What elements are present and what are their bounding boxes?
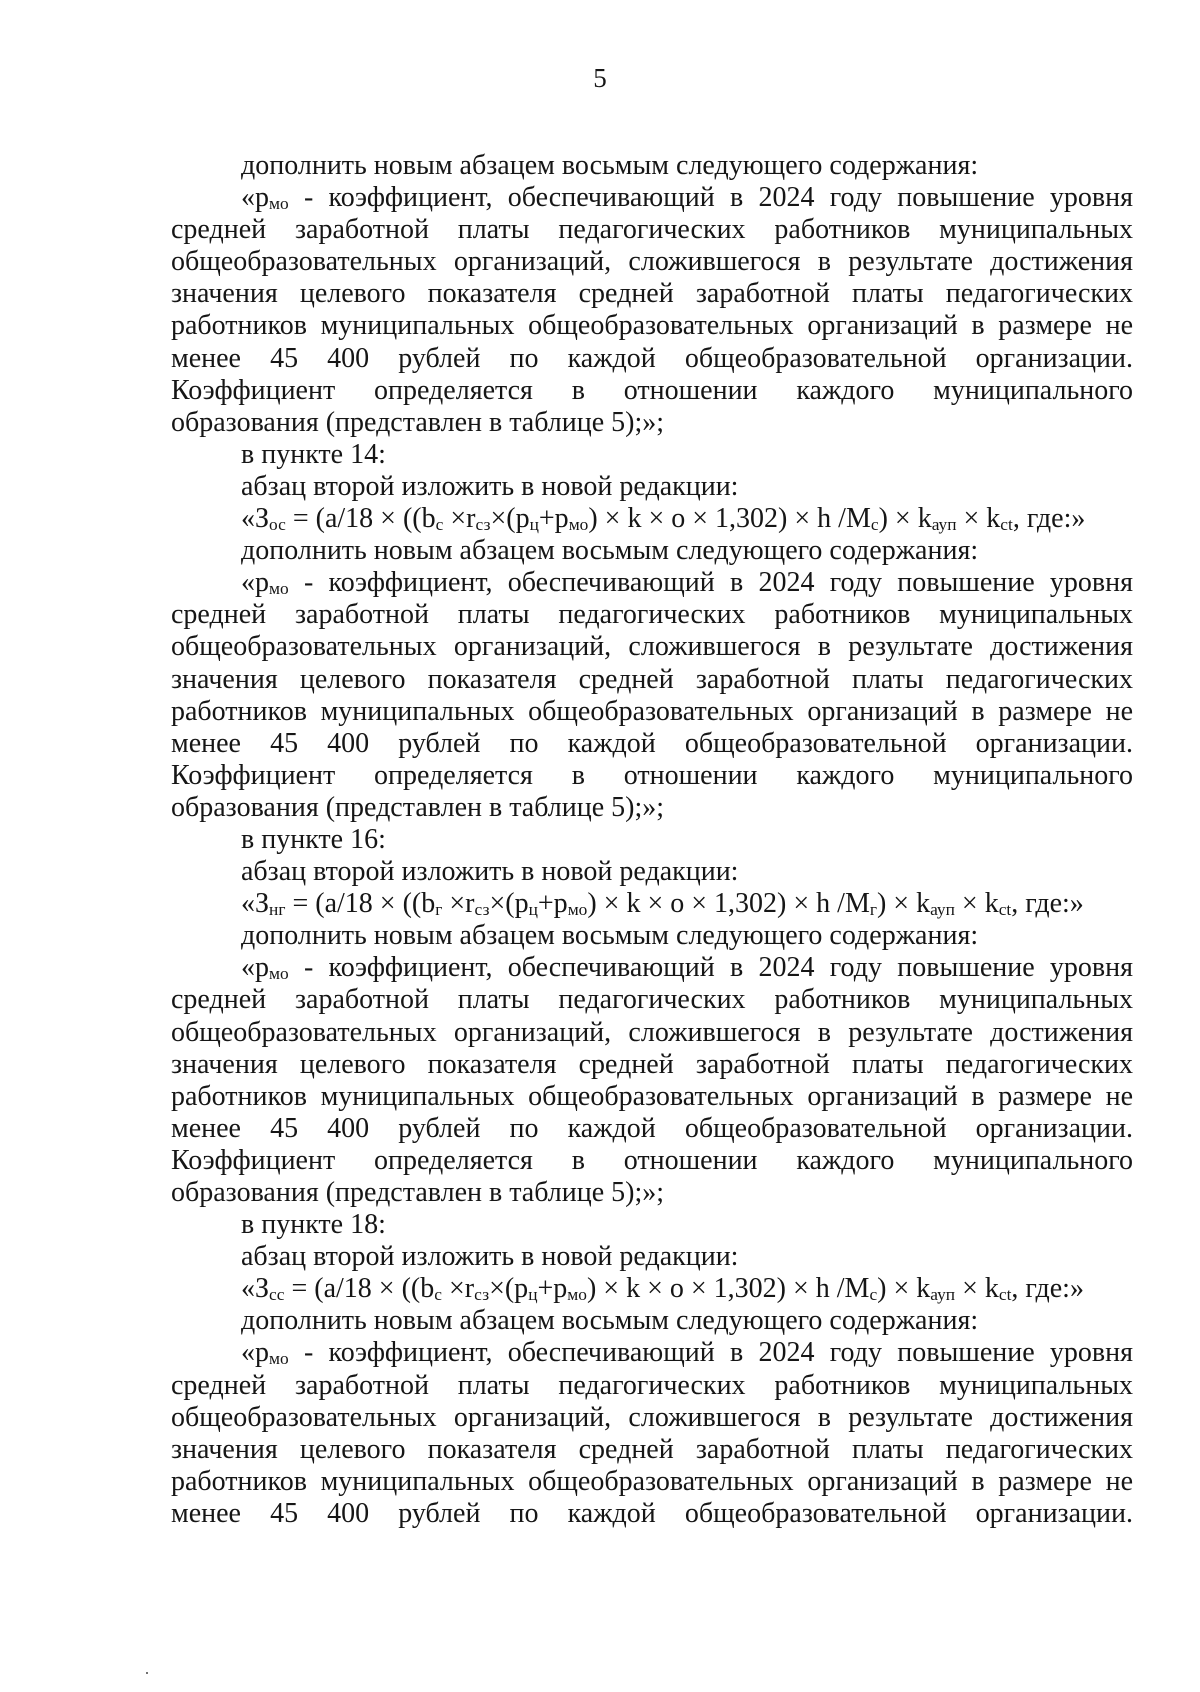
edit-instruction: абзац второй изложить в новой редакции:	[241, 1241, 739, 1273]
coefficient-subscript: мо	[269, 579, 289, 599]
formula-subscript: сз	[474, 900, 490, 920]
coefficient-line	[171, 567, 1133, 599]
formula-subscript: ц	[528, 900, 538, 920]
formula-text: = (a/18 × ((b	[285, 888, 436, 920]
edit-instruction: абзац второй изложить в новой редакции:	[241, 856, 739, 888]
add-paragraph-instruction: дополнить новым абзацем восьмым следующего содержания:	[241, 920, 979, 952]
formula	[171, 1273, 1133, 1305]
formula	[171, 888, 1133, 920]
coefficient-subscript: мо	[269, 194, 289, 214]
coefficient-line: общеобразовательных организаций, сложившегося в результате достижения	[171, 246, 1133, 278]
formula-text: +p	[537, 888, 568, 920]
formula-subscript: ос	[269, 515, 286, 535]
formula-text: ×(p	[489, 888, 529, 920]
scan-speck	[146, 1672, 148, 1674]
formula-subscript: сз	[474, 1285, 490, 1305]
coefficient-text: - коэффициент, обеспечивающий в 2024 году повышение уровня	[288, 952, 1133, 984]
formula	[171, 503, 1133, 535]
coefficient-symbol: «p	[241, 182, 269, 214]
formula-text: ×(p	[489, 1273, 529, 1305]
coefficient-line: значения целевого показателя средней заработной платы педагогических	[171, 663, 1133, 695]
formula-text: +p	[538, 503, 569, 535]
coefficient-line: Коэффициент определяется в отношении каждого муниципального	[171, 759, 1133, 791]
formula-subscript: ct	[1000, 515, 1013, 535]
formula-subscript: ct	[998, 1285, 1012, 1305]
point-heading: в пункте 18:	[241, 1209, 386, 1241]
formula-text: , где:»	[1011, 1273, 1084, 1305]
add-paragraph-instruction: дополнить новым абзацем восьмым следующего содержания:	[241, 150, 979, 181]
coefficient-line: работников муниципальных общеобразовательных организаций в размере не	[171, 310, 1133, 342]
coefficient-text: - коэффициент, обеспечивающий в 2024 году повышение уровня	[288, 567, 1133, 599]
formula-text: ) × k	[876, 888, 931, 920]
coefficient-line: менее 45 400 рублей по каждой общеобразовательной организации.	[171, 1112, 1133, 1144]
coefficient-line: менее 45 400 рублей по каждой общеобразовательной организации.	[171, 1497, 1133, 1529]
coefficient-line: образования (представлен в таблице 5);»;	[171, 406, 665, 438]
coefficient-line: значения целевого показателя средней заработной платы педагогических	[171, 1433, 1133, 1465]
formula-text: ×(p	[490, 503, 530, 535]
formula-subscript: с	[870, 515, 879, 535]
formula-subscript: ct	[998, 900, 1012, 920]
formula-text: ×r	[441, 1273, 475, 1305]
formula-subscript: г	[435, 900, 443, 920]
coefficient-line: менее 45 400 рублей по каждой общеобразовательной организации.	[171, 727, 1133, 759]
coefficient-line: Коэффициент определяется в отношении каждого муниципального	[171, 1144, 1133, 1176]
formula-subscript: ауп	[931, 515, 957, 535]
formula-subscript: мо	[567, 1285, 587, 1305]
formula-subscript: нг	[269, 900, 286, 920]
coefficient-line: работников муниципальных общеобразовательных организаций в размере не	[171, 695, 1133, 727]
formula-text: = (a/18 × ((b	[284, 1273, 435, 1305]
formula-text: +p	[537, 1273, 568, 1305]
formula-text: = (a/18 × ((b	[285, 503, 436, 535]
formula-text: ) × k	[877, 1273, 931, 1305]
coefficient-line: средней заработной платы педагогических работников муниципальных	[171, 1369, 1133, 1401]
formula-text: ) × k × o × 1,302) × h /M	[587, 888, 870, 920]
formula-subscript: с	[434, 1285, 442, 1305]
formula-subscript: ауп	[930, 900, 955, 920]
add-paragraph-instruction: дополнить новым абзацем восьмым следующего содержания:	[241, 1305, 979, 1337]
formula-text: × k	[955, 1273, 999, 1305]
coefficient-subscript: мо	[269, 1349, 289, 1369]
formula-text: ×r	[442, 888, 475, 920]
coefficient-symbol: «p	[241, 1337, 269, 1369]
document-body	[171, 150, 1133, 1530]
formula-text: ) × k × o × 1,302) × h /M	[586, 1273, 870, 1305]
formula-text: ) × k	[878, 503, 932, 535]
coefficient-line	[171, 952, 1133, 984]
point-heading: в пункте 14:	[241, 438, 386, 470]
formula-subscript: сс	[269, 1285, 285, 1305]
coefficient-line: работников муниципальных общеобразовательных организаций в размере не	[171, 1465, 1133, 1497]
coefficient-line: общеобразовательных организаций, сложившегося в результате достижения	[171, 1401, 1133, 1433]
coefficient-line: образования (представлен в таблице 5);»;	[171, 791, 665, 823]
coefficient-line: Коэффициент определяется в отношении каждого муниципального	[171, 374, 1133, 406]
coefficient-line: средней заработной платы педагогических работников муниципальных	[171, 599, 1133, 631]
formula-text: «З	[241, 503, 270, 535]
edit-instruction: абзац второй изложить в новой редакции:	[241, 470, 739, 502]
formula-text: × k	[956, 503, 1001, 535]
formula-text: × k	[954, 888, 999, 920]
formula-subscript: с	[435, 515, 444, 535]
add-paragraph-instruction: дополнить новым абзацем восьмым следующего содержания:	[241, 535, 979, 567]
formula-text: «З	[241, 1273, 270, 1305]
formula-subscript: сз	[475, 515, 491, 535]
formula-text: «З	[241, 888, 270, 920]
formula-text: , где:»	[1011, 888, 1084, 920]
coefficient-line	[171, 182, 1133, 214]
formula-subscript: мо	[568, 515, 589, 535]
coefficient-line: общеобразовательных организаций, сложившегося в результате достижения	[171, 1016, 1133, 1048]
formula-text: , где:»	[1012, 503, 1086, 535]
page-number: 5	[593, 63, 607, 93]
coefficient-line: менее 45 400 рублей по каждой общеобразовательной организации.	[171, 342, 1133, 374]
formula-subscript: с	[869, 1285, 878, 1305]
point-heading: в пункте 16:	[241, 823, 386, 855]
formula-text: ) × k × o × 1,302) × h /M	[588, 503, 871, 535]
formula-subscript: ауп	[930, 1285, 956, 1305]
formula-subscript: ц	[528, 1285, 538, 1305]
formula-subscript: мо	[567, 900, 588, 920]
coefficient-text: - коэффициент, обеспечивающий в 2024 году повышение уровня	[288, 182, 1133, 214]
coefficient-line: значения целевого показателя средней заработной платы педагогических	[171, 1048, 1133, 1080]
coefficient-text: - коэффициент, обеспечивающий в 2024 году повышение уровня	[288, 1337, 1133, 1369]
coefficient-line: общеобразовательных организаций, сложившегося в результате достижения	[171, 631, 1133, 663]
coefficient-line: средней заработной платы педагогических работников муниципальных	[171, 214, 1133, 246]
formula-subscript: г	[869, 900, 877, 920]
coefficient-symbol: «p	[241, 952, 269, 984]
coefficient-subscript: мо	[269, 964, 289, 984]
coefficient-line	[171, 1337, 1133, 1369]
formula-subscript: ц	[529, 515, 539, 535]
coefficient-line: средней заработной платы педагогических работников муниципальных	[171, 984, 1133, 1016]
coefficient-line: значения целевого показателя средней заработной платы педагогических	[171, 278, 1133, 310]
coefficient-line: работников муниципальных общеобразовательных организаций в размере не	[171, 1080, 1133, 1112]
formula-text: ×r	[443, 503, 476, 535]
coefficient-symbol: «p	[241, 567, 269, 599]
coefficient-line: образования (представлен в таблице 5);»;	[171, 1177, 665, 1208]
